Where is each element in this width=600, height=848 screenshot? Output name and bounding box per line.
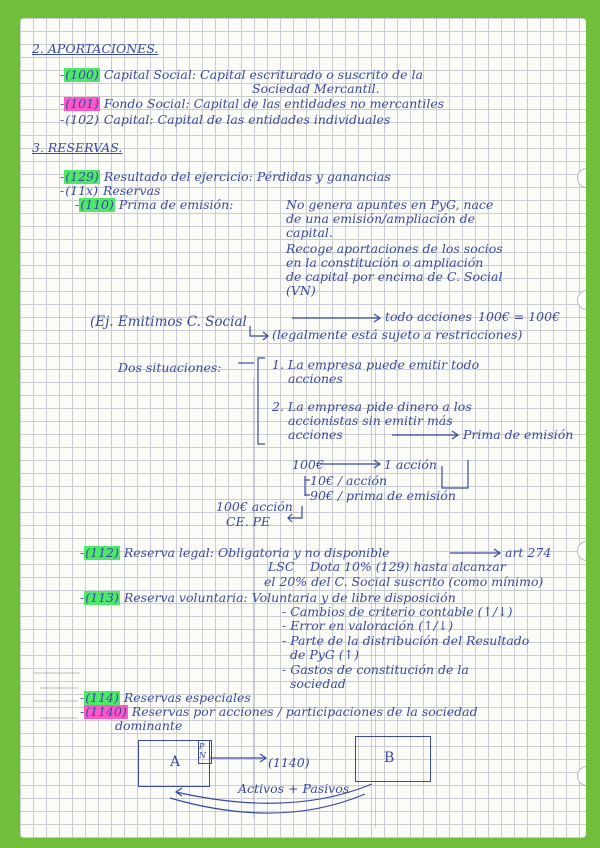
example-label: (Ej. Emitimos C. Social — [90, 314, 247, 330]
prima-line: (VN) — [286, 283, 316, 298]
legal-article: art 274 — [505, 545, 552, 560]
item-capital: -(102) Capital: Capital de las entidades individuales — [60, 112, 391, 127]
code-110: (110) — [80, 197, 114, 212]
code-100: (100) — [65, 67, 99, 82]
item-prima: -(110) Prima de emisión: — [75, 197, 234, 212]
code-114: (114) — [85, 690, 119, 705]
item-capital-social: -(100) Capital Social: Capital escriturado o suscrito de la — [60, 67, 423, 82]
voluntaria-bullet: - Gastos de constitución de la — [282, 662, 469, 677]
code-129: (129) — [65, 169, 99, 184]
prima-line: capital. — [286, 225, 333, 240]
code-113: (113) — [85, 590, 119, 605]
situacion-2-prima: Prima de emisión — [463, 427, 574, 442]
item-reservas-acciones: -(1140) Reservas por acciones / participaciones de la sociedad — [80, 704, 478, 719]
prima-line: de capital por encima de C. Social — [286, 269, 503, 284]
calc-split-2: 90€ / prima de emisión — [310, 488, 456, 503]
situacion-2-cont: acciones — [288, 427, 343, 442]
prima-line: Recoge aportaciones de los socios — [286, 241, 503, 256]
legal-lsc: LSC — [268, 559, 295, 574]
item-reserva-voluntaria: -(113) Reserva voluntaria: Voluntaria y de libre disposición — [80, 590, 456, 605]
company-b-label: B — [384, 750, 395, 766]
prima-line: No genera apuntes en PyG, nace — [286, 197, 494, 212]
example-restriction: (legalmente está sujeto a restricciones) — [272, 327, 523, 342]
code-11x: (11x) — [65, 183, 98, 198]
voluntaria-bullet: - Parte de la distribución del Resultado — [282, 633, 530, 648]
calc-split-1: 10€ / acción — [310, 473, 388, 488]
dos-situaciones: Dos situaciones: — [118, 360, 222, 375]
situacion-1-cont: acciones — [288, 371, 343, 386]
diagram-bottom-label: Activos + Pasivos — [238, 781, 350, 796]
note-ce-pe: CE. PE — [226, 514, 271, 529]
situacion-1: 1. La empresa puede emitir todo — [272, 357, 480, 372]
item-reservas: -(11x) Reservas — [60, 183, 161, 198]
voluntaria-bullet-cont: de PyG (↑) — [290, 647, 360, 662]
section-heading-reservas: 3. RESERVAS. — [32, 140, 123, 155]
item-fondo-social: -(101) Fondo Social: Capital de las entidades no mercantiles — [60, 96, 445, 111]
code-102: (102) — [65, 112, 99, 127]
item-reserva-legal: -(112) Reserva legal: Obligatoria y no disponible — [80, 545, 390, 560]
diagram-arrow-label: (1140) — [268, 755, 310, 770]
item-reservas-especiales: -(114) Reservas especiales — [80, 690, 251, 705]
legal-minimo: el 20% del C. Social suscrito (como mínimo) — [264, 574, 544, 589]
pn-label: P N — [199, 742, 206, 760]
handwritten-strokes — [20, 18, 586, 838]
example-right-value: 100€ = 100€ — [478, 309, 561, 324]
prima-line: en la constitución o ampliación — [286, 255, 484, 270]
example-arrow-text: todo acciones — [385, 309, 472, 324]
code-112: (112) — [85, 545, 119, 560]
voluntaria-bullet: - Error en valoración (↑/↓) — [282, 618, 454, 633]
situacion-2: 2. La empresa pide dinero a los — [272, 399, 472, 414]
code-1140: (1140) — [85, 704, 127, 719]
prima-line: de una emisión/ampliación de — [286, 211, 476, 226]
calc-left: 100€ — [292, 457, 324, 472]
section-heading-aportaciones: 2. APORTACIONES. — [32, 41, 159, 56]
legal-dota: Dota 10% (129) hasta alcanzar — [310, 559, 506, 574]
item-capital-social-cont: Sociedad Mercantil. — [252, 81, 380, 96]
item-reservas-acciones-cont: dominante — [115, 718, 183, 733]
company-a-label: A — [170, 754, 181, 770]
note-accion: 100€ acción — [216, 499, 293, 514]
notebook-page — [20, 18, 586, 838]
calc-right: 1 acción — [384, 457, 437, 472]
voluntaria-bullet: - Cambios de criterio contable (↑/↓) — [282, 604, 513, 619]
code-101: (101) — [65, 96, 99, 111]
item-resultado: -(129) Resultado del ejercicio: Pérdidas y ganancias — [60, 169, 391, 184]
voluntaria-bullet-cont: sociedad — [290, 676, 346, 691]
situacion-2-cont: accionistas sin emitir más — [288, 413, 453, 428]
